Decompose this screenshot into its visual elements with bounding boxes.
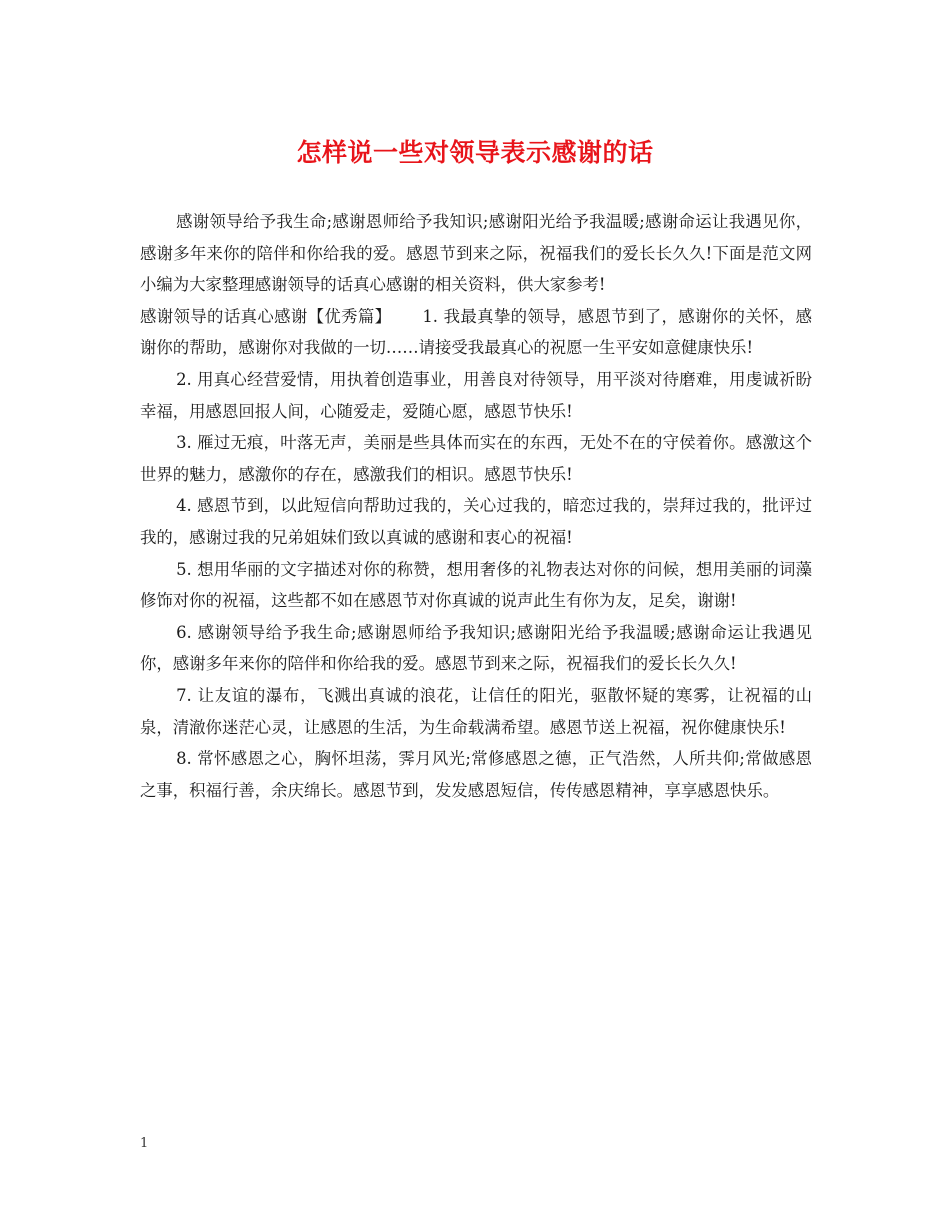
list-item-6: 6. 感谢领导给予我生命;感谢恩师给予我知识;感谢阳光给予我温暖;感谢命运让我遇见你，感谢多年来你的陪伴和你给我的爱。感恩节到来之际，祝福我们的爱长长久久! bbox=[140, 622, 812, 674]
list-item-2: 2. 用真心经营爱情，用执着创造事业，用善良对待领导，用平淡对待磨难，用虔诚祈盼幸福，用感恩回报人间，心随爱走，爱随心愿，感恩节快乐! bbox=[140, 369, 812, 421]
intro-paragraph: 感谢领导给予我生命;感谢恩师给予我知识;感谢阳光给予我温暖;感谢命运让我遇见你，感谢多年来你的陪伴和你给我的爱。感恩节到来之际，祝福我们的爱长长久久!下面是范文网小编为大家整理感谢领导的话真心感谢的相关资料，供大家参考! bbox=[140, 212, 812, 295]
list-item-7: 7. 让友谊的瀑布，飞溅出真诚的浪花，让信任的阳光，驱散怀疑的寒雾，让祝福的山泉，清澈你迷茫心灵，让感恩的生活，为生命载满希望。感恩节送上祝福，祝你健康快乐! bbox=[140, 685, 812, 737]
list-item-8: 8. 常怀感恩之心，胸怀坦荡，霁月风光;常修感恩之德，正气浩然，人所共仰;常做感恩之事，积福行善，余庆绵长。感恩节到，发发感恩短信，传传感恩精神，享享感恩快乐。 bbox=[140, 749, 812, 800]
list-item-5: 5. 想用华丽的文字描述对你的称赞，想用奢侈的礼物表达对你的问候，想用美丽的词藻修饰对你的祝福，这些都不如在感恩节对你真诚的说声此生有你为友，足矣，谢谢! bbox=[140, 559, 812, 611]
section-heading-paragraph: 感谢领导的话真心感谢【优秀篇】 1. 我最真挚的领导，感恩节到了，感谢你的关怀，感谢你的帮助，感谢你对我做的一切……请接受我最真心的祝愿一生平安如意健康快乐! bbox=[140, 306, 812, 358]
page-number: 1 bbox=[140, 1136, 149, 1151]
list-item-3: 3. 雁过无痕，叶落无声，美丽是些具体而实在的东西，无处不在的守侯着你。感激这个世界的魅力，感激你的存在，感激我们的相识。感恩节快乐! bbox=[140, 433, 812, 484]
list-item-4: 4. 感恩节到，以此短信向帮助过我的，关心过我的，暗恋过我的，崇拜过我的，批评过我的，感谢过我的兄弟姐妹们致以真诚的感谢和衷心的祝福! bbox=[140, 496, 812, 547]
document-body bbox=[140, 206, 812, 806]
document-title: 怎样说一些对领导表示感谢的话 bbox=[296, 138, 654, 167]
